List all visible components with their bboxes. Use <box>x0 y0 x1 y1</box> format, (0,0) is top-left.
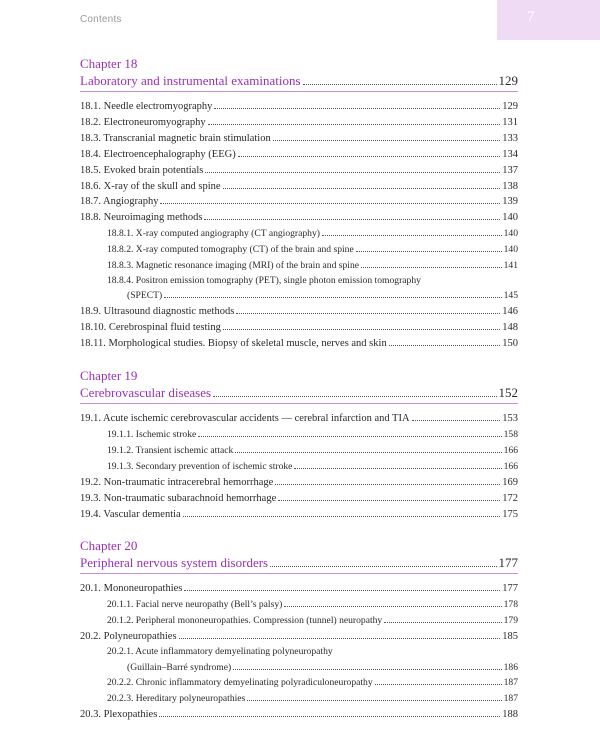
entry-page: 146 <box>502 306 518 318</box>
entry-page: 178 <box>503 599 518 611</box>
entry-label: 18.2. Electroneuromyography <box>80 116 206 128</box>
leader-dots <box>384 622 501 623</box>
entry-label: 18.10. Cerebrospinal fluid testing <box>80 322 221 334</box>
entry-label: 20.2.1. Acute inflammatory demyelinating polyneuropathy <box>107 646 333 658</box>
toc-subentry[interactable] <box>80 597 518 613</box>
running-head: Contents <box>80 14 122 25</box>
leader-dots <box>223 329 500 330</box>
toc-entry[interactable] <box>80 707 518 723</box>
leader-dots <box>213 396 496 397</box>
entry-page: 150 <box>502 338 518 350</box>
leader-dots <box>238 156 501 157</box>
toc-entry[interactable] <box>80 491 518 507</box>
toc-entry[interactable] <box>80 475 518 491</box>
toc-entry[interactable] <box>80 411 518 427</box>
entry-page: 129 <box>502 101 518 112</box>
toc-entry[interactable] <box>80 131 518 147</box>
toc-subentry[interactable] <box>80 613 518 629</box>
chapter-20 <box>80 538 518 723</box>
entry-label: 18.8. Neuroimaging methods <box>80 212 203 224</box>
entry-label: 18.8.2. X-ray computed tomography (CT) of the brain and spine <box>107 244 354 256</box>
leader-dots <box>233 669 501 670</box>
toc-subentry[interactable] <box>80 459 518 475</box>
leader-dots <box>236 313 500 314</box>
entry-label: 19.4. Vascular dementia <box>80 508 181 520</box>
entry-page: 186 <box>503 661 518 673</box>
entry-label: 20.1. Mononeuropathies <box>80 583 183 595</box>
entry-label: 20.2.2. Chronic inflammatory demyelinating polyradiculoneuropathy <box>107 677 373 689</box>
entry-label: 20.2.3. Hereditary polyneuropathies <box>107 693 246 705</box>
entry-page: 187 <box>503 677 518 689</box>
leader-dots <box>179 638 501 639</box>
leader-dots <box>164 297 501 298</box>
entry-label: 19.1.1. Ischemic stroke <box>107 429 197 440</box>
table-of-contents <box>80 50 518 739</box>
entry-page: 175 <box>502 508 518 520</box>
toc-subentry[interactable] <box>80 443 518 459</box>
toc-subentry[interactable] <box>80 427 518 443</box>
leader-dots <box>294 468 501 469</box>
entry-page: 139 <box>502 196 518 208</box>
toc-entry[interactable] <box>80 210 518 226</box>
entry-page: 145 <box>503 290 518 302</box>
entry-label-cont: (Guillain–Barré syndrome) <box>127 661 232 673</box>
toc-entry[interactable] <box>80 336 518 352</box>
leader-dots <box>247 700 501 701</box>
entry-label: 20.1.2. Peripheral mononeuropathies. Compression (tunnel) neuropathy <box>107 615 383 627</box>
leader-dots <box>160 203 500 204</box>
leader-dots <box>303 84 497 85</box>
toc-entry[interactable] <box>80 629 518 645</box>
leader-dots <box>184 590 500 591</box>
entry-page: 141 <box>503 260 518 272</box>
entry-label-cont: (SPECT) <box>127 290 163 302</box>
entry-label: 18.8.4. Positron emission tomography (PET), single photon emission tomography <box>107 274 421 286</box>
entry-page: 153 <box>502 413 518 425</box>
leader-dots <box>270 566 496 567</box>
leader-dots <box>389 345 501 346</box>
entry-label: 20.1.1. Facial nerve neuropathy (Bell’s palsy) <box>107 599 283 611</box>
entry-label: 18.1. Needle electromyography <box>80 101 213 112</box>
entry-page: 177 <box>502 583 518 595</box>
entry-label: 19.3. Non-traumatic subarachnoid hemorrhage <box>80 492 277 504</box>
entry-page: 148 <box>502 322 518 334</box>
chapter-label: Chapter 18 <box>80 56 138 71</box>
toc-entry[interactable] <box>80 179 518 195</box>
entry-label: 18.3. Transcranial magnetic brain stimulation <box>80 132 271 144</box>
leader-dots <box>273 140 501 141</box>
leader-dots <box>275 484 500 485</box>
chapter-page: 152 <box>498 385 518 401</box>
entry-page: 187 <box>503 693 518 705</box>
entry-label: 20.3. Plexopathies <box>80 709 158 721</box>
entry-page: 158 <box>503 429 518 440</box>
leader-dots <box>356 251 502 252</box>
chapter-title-row[interactable] <box>80 72 518 92</box>
entry-label: 19.1.3. Secondary prevention of ischemic stroke <box>107 460 293 472</box>
leader-dots <box>214 108 500 109</box>
entry-page: 133 <box>502 132 518 144</box>
leader-dots <box>235 452 501 453</box>
chapter-title: Cerebrovascular diseases <box>80 385 212 401</box>
entry-continuation <box>80 288 518 304</box>
entry-label: 18.8.1. X-ray computed angiography (CT angiography) <box>107 228 320 240</box>
toc-entry[interactable] <box>80 163 518 179</box>
entry-continuation <box>80 660 518 676</box>
leader-dots <box>284 606 501 607</box>
entry-label: 18.8.3. Magnetic resonance imaging (MRI) of the brain and spine <box>107 260 360 272</box>
leader-dots <box>361 267 502 268</box>
toc-entry[interactable] <box>80 304 518 320</box>
toc-subentry[interactable] <box>80 258 518 274</box>
entry-page: 140 <box>503 244 518 256</box>
leader-dots <box>223 188 501 189</box>
chapter-18 <box>80 56 518 352</box>
toc-entry[interactable] <box>80 147 518 163</box>
entry-label: 19.1. Acute ischemic cerebrovascular accidents — cerebral infarction and TIA <box>80 413 410 425</box>
toc-entry[interactable] <box>80 99 518 115</box>
entry-label: 19.1.2. Transient ischemic attack <box>107 444 234 456</box>
entry-page: 140 <box>503 228 518 240</box>
chapter-page: 177 <box>498 555 518 571</box>
chapter-label: Chapter 20 <box>80 538 138 554</box>
page-number: 7 <box>527 9 535 25</box>
entry-label: 18.6. X-ray of the skull and spine <box>80 180 221 192</box>
toc-subentry-wrapped[interactable] <box>80 645 518 675</box>
entry-page: 179 <box>503 615 518 627</box>
entry-page: 131 <box>502 116 518 128</box>
leader-dots <box>375 684 502 685</box>
entry-page: 140 <box>502 212 518 224</box>
entry-label: 19.2. Non-traumatic intracerebral hemorrhage <box>80 476 274 488</box>
entry-page: 134 <box>502 148 518 160</box>
chapter-title: Peripheral nervous system disorders <box>80 555 269 571</box>
entry-page: 137 <box>502 164 518 176</box>
toc-subentry[interactable] <box>80 226 518 242</box>
toc-subentry[interactable] <box>80 691 518 707</box>
leader-dots <box>208 124 501 125</box>
entry-label: 20.2. Polyneuropathies <box>80 631 177 643</box>
toc-subentry-wrapped[interactable] <box>80 274 518 304</box>
entry-page: 138 <box>502 180 518 192</box>
toc-entry[interactable] <box>80 320 518 336</box>
toc-subentry[interactable] <box>80 675 518 691</box>
chapter-title-row[interactable] <box>80 384 518 404</box>
leader-dots <box>322 235 502 236</box>
chapter-19 <box>80 368 518 522</box>
toc-entry[interactable] <box>80 194 518 210</box>
entry-page: 166 <box>503 444 518 456</box>
entry-label: 18.7. Angiography <box>80 196 159 208</box>
toc-subentry[interactable] <box>80 242 518 258</box>
chapter-title-row[interactable] <box>80 554 518 574</box>
toc-entry[interactable] <box>80 115 518 131</box>
leader-dots <box>183 516 501 517</box>
entry-page: 185 <box>502 631 518 643</box>
entry-page: 172 <box>502 492 518 504</box>
leader-dots <box>205 172 500 173</box>
chapter-label: Chapter 19 <box>80 368 138 384</box>
leader-dots <box>278 500 500 501</box>
chapter-page: 129 <box>498 73 518 88</box>
leader-dots <box>412 420 501 421</box>
entry-label: 18.4. Electroencephalography (EEG) <box>80 148 236 160</box>
entry-label: 18.5. Evoked brain potentials <box>80 164 204 176</box>
entry-label: 18.11. Morphological studies. Biopsy of skeletal muscle, nerves and skin <box>80 338 387 350</box>
leader-dots <box>159 716 500 717</box>
chapter-title: Laboratory and instrumental examinations <box>80 73 301 88</box>
entry-label: 18.9. Ultrasound diagnostic methods <box>80 306 235 318</box>
toc-entry[interactable] <box>80 507 518 523</box>
entry-page: 169 <box>502 476 518 488</box>
leader-dots <box>198 436 501 437</box>
page-tab <box>497 0 600 40</box>
toc-entry[interactable] <box>80 581 518 597</box>
leader-dots <box>204 219 500 220</box>
entry-page: 188 <box>502 709 518 721</box>
entry-page: 166 <box>503 460 518 472</box>
